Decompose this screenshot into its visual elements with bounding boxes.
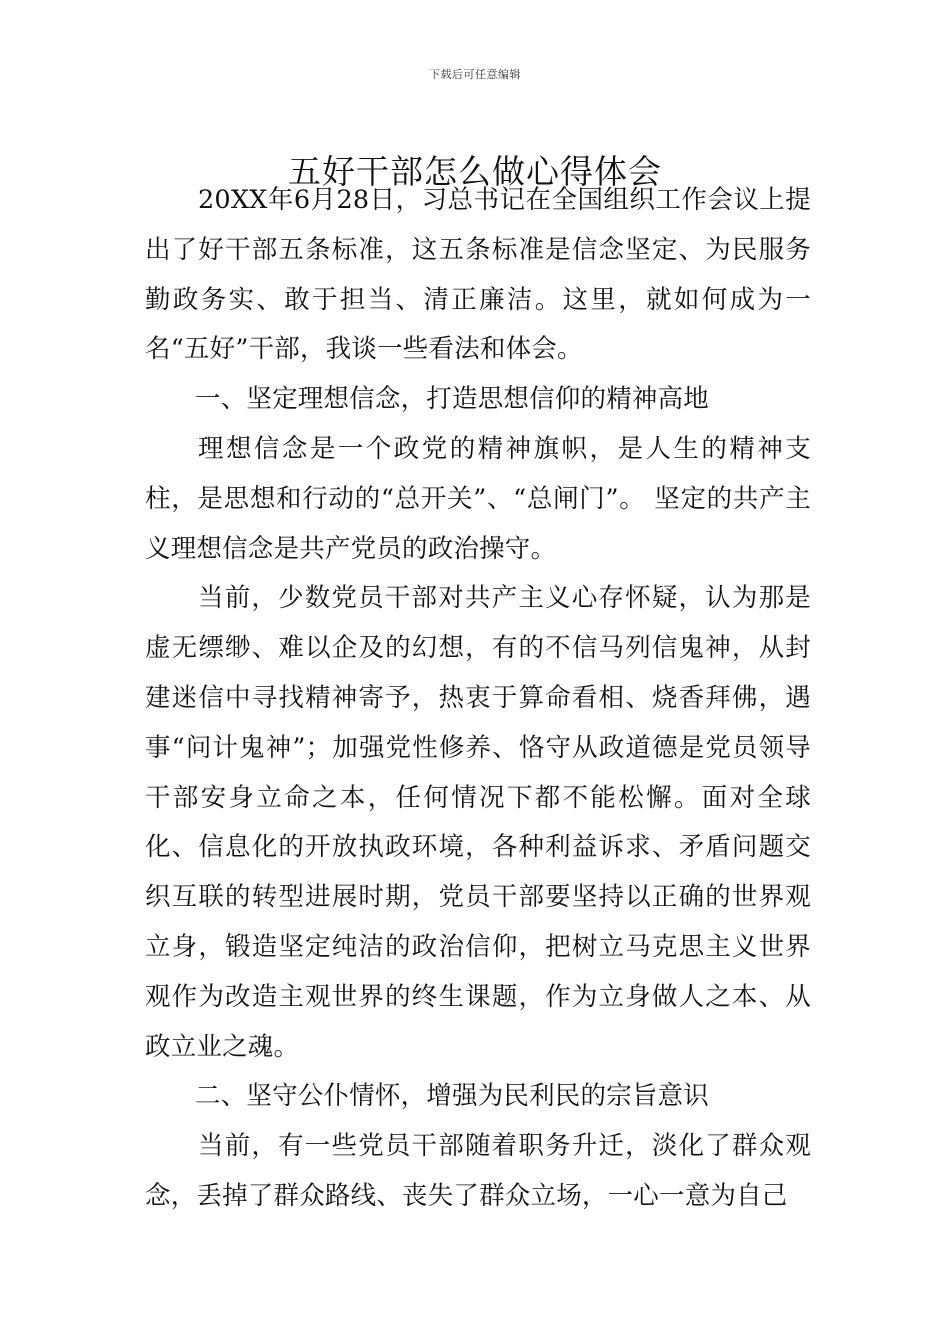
paragraph: 理想信念是一个政党的精神旗帜，是人生的精神支柱，是思想和行动的“总开关”、“总闸门”。 坚定的共产主义理想信念是共产党员的政治操守。 bbox=[145, 433, 811, 564]
section-heading-2: 二、坚守公仆情怀，增强为民利民的宗旨意识 bbox=[195, 1081, 710, 1112]
document-body bbox=[145, 176, 811, 1222]
section-heading-1: 一、坚定理想信念，打造思想信仰的精神高地 bbox=[195, 384, 710, 415]
paragraph-intro: 20XX年6月28日，习总书记在全国组织工作会议上提出了好干部五条标准，这五条标准是信念坚定、为民服务勤政务实、敢于担当、清正廉洁。这里，就如何成为一名“五好”干部，我谈一些看法和体会。 bbox=[145, 185, 811, 365]
paragraph: 当前，少数党员干部对共产主义心存怀疑，认为那是虚无缥缈、难以企及的幻想，有的不信马列信鬼神，从封建迷信中寻找精神寄予，热衷于算命看相、烧香拜佛，遇事“问计鬼神”；加强党性修养、恪守从政道德是党员领导干部安身立命之本，任何情况下都不能松懈。面对全球化、信息化的开放执政环境，各种利益诉求、矛盾问题交织互联的转型进展时期，党员干部要坚持以正确的世界观立身，锻造坚定纯洁的政治信仰，把树立马克思主义世界观作为改造主观世界的终生课题，作为立身做人之本、从政立业之魂。 bbox=[145, 583, 811, 1062]
header-note: 下载后可任意编辑 bbox=[429, 68, 521, 81]
page-title: 五好干部怎么做心得体会 bbox=[288, 152, 662, 192]
paragraph: 当前，有一些党员干部随着职务升迁，淡化了群众观念，丢掉了群众路线、丧失了群众立场，一心一意为自己 bbox=[145, 1131, 811, 1211]
